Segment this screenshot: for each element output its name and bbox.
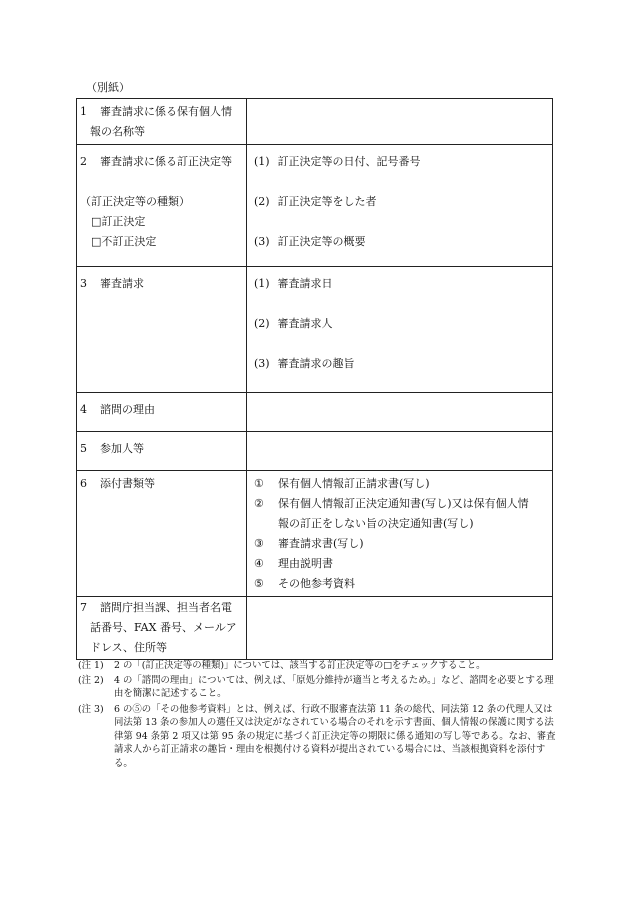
- note-3-label: (注 3): [78, 703, 104, 715]
- row-1-left: [77, 99, 247, 145]
- row-5-left: [77, 432, 247, 471]
- row-2-title: 審査請求に係る訂正決定等: [100, 155, 232, 168]
- attachment-5-number: ⑤: [254, 577, 264, 590]
- row-3-right: [247, 267, 553, 393]
- row-7-label-line2: 話番号、FAX 番号、メールア: [90, 621, 237, 634]
- row-6-number: 6: [80, 477, 87, 490]
- row-7-number: 7: [80, 601, 87, 614]
- option-non-correction-checkbox[interactable]: □不訂正決定: [91, 235, 157, 248]
- row-2-item-2-number: (2): [254, 195, 270, 208]
- note-3-text: 6 の⑤の「その他参考資料」とは、例えば、行政不服審査法第 11 条の総代、同法第 12 条の代理人又は同法第 13 条の参加人の選任又は決定がなされている場合のそれを示す書面、個人情報の保護に関する法律第 94 条第 2 項又は第 95 条の規定に基づく訂正決定等の期限に係る通知の写し等である。なお、審査請求人から訂正請求の趣旨・理由を根拠付ける資料が提出されている場合には、当該根拠資料を添付する。: [114, 703, 556, 769]
- row-5: [77, 432, 553, 471]
- correction-type-label: （訂正決定等の種類）: [80, 195, 190, 208]
- note-3: [78, 703, 558, 771]
- attachment-3-number: ③: [254, 537, 264, 550]
- note-2-label: (注 2): [78, 674, 104, 686]
- notes-section: [78, 659, 558, 770]
- row-7: [77, 597, 553, 660]
- row-5-right[interactable]: [247, 432, 553, 471]
- row-4-left: [77, 393, 247, 432]
- row-4-title: 諮問の理由: [100, 403, 155, 416]
- attachment-4-text: 理由説明書: [278, 557, 333, 570]
- attachment-2-number: ②: [254, 497, 264, 510]
- attachment-2-text-line1: 保有個人情報訂正決定通知書(写し)又は保有個人情: [278, 497, 529, 510]
- row-7-right[interactable]: [247, 597, 553, 660]
- row-2-right: [247, 145, 553, 267]
- row-1: [77, 99, 553, 145]
- row-6-right: [247, 471, 553, 597]
- row-7-left: [77, 597, 247, 660]
- row-3-item-2-text: 審査請求人: [277, 317, 333, 330]
- row-3-item-3-text: 審査請求の趣旨: [277, 357, 355, 370]
- row-2: [77, 145, 553, 267]
- row-4-right[interactable]: [247, 393, 553, 432]
- row-6-title: 添付書類等: [100, 477, 155, 490]
- row-3: [77, 267, 553, 393]
- row-1-number: 1: [80, 105, 87, 118]
- row-7-label-line1: 諮問庁担当課、担当者名電: [100, 601, 232, 614]
- row-2-item-3-text: 訂正決定等の概要: [277, 235, 366, 248]
- row-2-item-3-number: (3): [254, 235, 270, 248]
- row-3-title: 審査請求: [100, 277, 144, 290]
- note-1: [78, 659, 558, 673]
- inquiry-form-table: [76, 98, 553, 660]
- row-3-number: 3: [80, 277, 87, 290]
- row-1-right[interactable]: [247, 99, 553, 145]
- row-3-item-1-number: (1): [254, 277, 270, 290]
- attachment-4-number: ④: [254, 557, 264, 570]
- row-1-label-line2: 報の名称等: [90, 125, 145, 138]
- note-2-text: 4 の「諮問の理由」については、例えば、「原処分維持が適当と考えるため。」など、諮問を必要とする理由を簡潔に記述すること。: [114, 674, 554, 699]
- attachment-5-text: その他参考資料: [278, 577, 355, 590]
- row-1-label-line1: 審査請求に係る保有個人情: [100, 105, 232, 118]
- row-4: [77, 393, 553, 432]
- row-4-number: 4: [80, 403, 87, 416]
- row-3-left: [77, 267, 247, 393]
- row-2-number: 2: [80, 155, 87, 168]
- row-2-item-1-number: (1): [254, 155, 270, 168]
- row-7-label-line3: ドレス、住所等: [90, 641, 167, 654]
- note-2: [78, 674, 558, 701]
- attachment-3-text: 審査請求書(写し): [278, 537, 364, 550]
- row-2-item-1-text: 訂正決定等の日付、記号番号: [277, 155, 421, 168]
- attachment-2-text-line2: 報の訂正をしない旨の決定通知書(写し): [278, 517, 474, 530]
- attachment-heading: （別紙）: [86, 81, 130, 94]
- note-1-label: (注 1): [78, 660, 104, 671]
- row-2-item-2-text: 訂正決定等をした者: [277, 195, 377, 208]
- row-6-left: [77, 471, 247, 597]
- attachment-1-number: ①: [254, 477, 264, 490]
- row-5-number: 5: [80, 442, 87, 455]
- row-2-left: [77, 145, 247, 267]
- attachment-1-text: 保有個人情報訂正請求書(写し): [278, 477, 430, 490]
- row-5-title: 参加人等: [100, 442, 144, 455]
- option-correction-checkbox[interactable]: □訂正決定: [91, 215, 146, 228]
- row-6: [77, 471, 553, 597]
- row-3-item-1-text: 審査請求日: [277, 277, 333, 290]
- note-1-text: 2 の「(訂正決定等の種類)」については、該当する訂正決定等の□をチェックすること。: [114, 660, 486, 671]
- row-3-item-2-number: (2): [254, 317, 270, 330]
- row-3-item-3-number: (3): [254, 357, 270, 370]
